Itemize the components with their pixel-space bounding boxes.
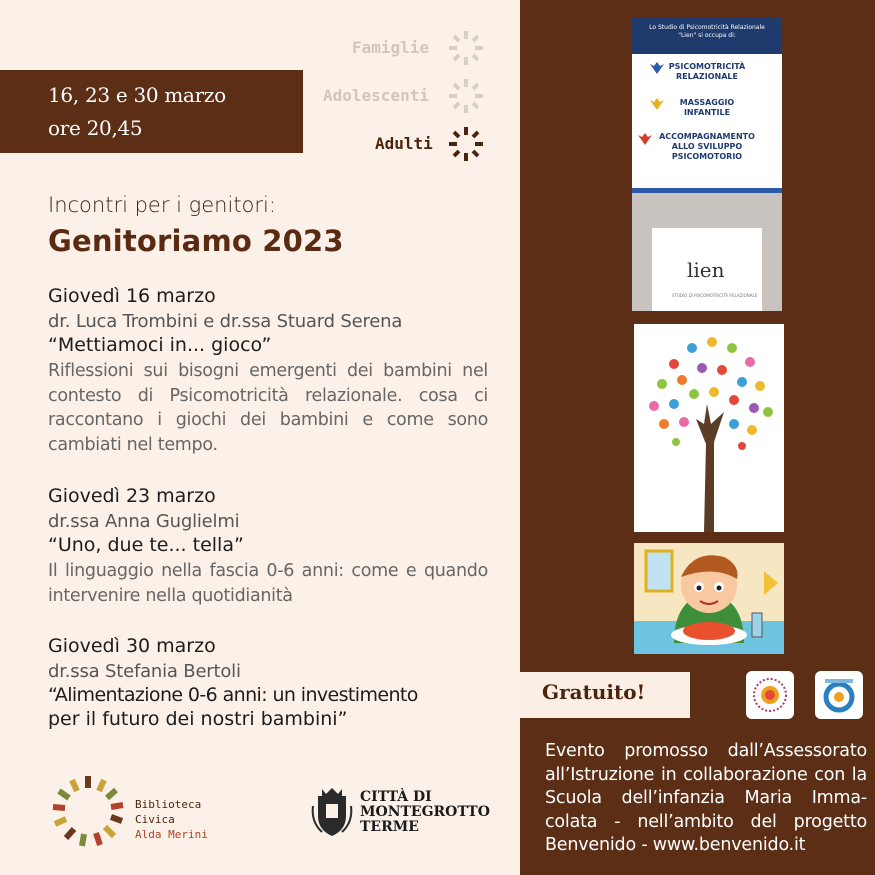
lien-flyer-image	[632, 18, 782, 311]
tree-illustration-icon	[634, 324, 784, 532]
sun-ring-icon	[446, 124, 486, 164]
letter-tree-image	[634, 324, 784, 532]
event-dates: 16, 23 e 30 marzo	[48, 83, 226, 107]
benvenido-icon	[815, 671, 863, 719]
lien-logo-subtitle: STUDIO DI PSICOMOTRICITÀ RELAZIONALE	[672, 293, 758, 298]
page-title: Genitoriamo 2023	[48, 224, 344, 258]
event-talk-title: per il futuro dei nostri bambini”	[48, 708, 348, 730]
subtitle: Incontri per i genitori:	[48, 193, 276, 217]
audience-families: Famiglie	[352, 38, 430, 57]
school-logo	[746, 671, 794, 719]
event-date: Giovedì 30 marzo	[48, 635, 216, 657]
audience-teens: Adolescenti	[323, 86, 429, 105]
audience-adults: Adulti	[375, 134, 433, 153]
child-eating-image	[634, 543, 784, 654]
promo-text: Evento promosso dall’Assessorato all’Istruzione in collaborazione con la Scuola dell’infanzia Maria Imma-colata - nell’ambito del progetto Benvenido - www.benvenido.it	[545, 741, 867, 855]
flyer-intro: Lo Studio di Psicomotricità Relazionale "Lien" si occupa di:	[649, 24, 765, 39]
library-name: Biblioteca Civica Alda Merini	[135, 798, 208, 841]
event-speaker: dr. Luca Trombini e dr.ssa Stuard Serena	[48, 311, 403, 332]
flyer-service: MASSAGGIO INFANTILE	[679, 98, 735, 117]
sun-ring-icon	[446, 28, 486, 68]
city-crest-icon	[310, 786, 354, 838]
event-date: Giovedì 16 marzo	[48, 285, 216, 307]
sun-ring-icon	[446, 76, 486, 116]
flyer-service: PSICOMOTRICITÀ RELAZIONALE	[668, 62, 746, 81]
free-label-box	[520, 672, 690, 718]
event-time: ore 20,45	[48, 116, 143, 140]
child-illustration-icon	[634, 543, 784, 654]
free-label: Gratuito!	[542, 680, 646, 704]
library-logo-icon	[48, 772, 128, 852]
event-description: Il linguaggio nella fascia 0-6 anni: come e quando intervenire nella quotidianità	[48, 561, 488, 606]
flyer-service: ACCOMPAGNAMENTO ALLO SVILUPPO PSICOMOTORIO	[659, 132, 755, 161]
benvenido-logo	[815, 671, 863, 719]
event-talk-title: “Mettiamoci in... gioco”	[48, 334, 272, 356]
event-speaker: dr.ssa Anna Guglielmi	[48, 511, 240, 532]
school-sun-icon	[746, 671, 794, 719]
date-banner	[0, 70, 303, 153]
city-name: CITTÀ DI MONTEGROTTO TERME	[360, 789, 490, 835]
event-date: Giovedì 23 marzo	[48, 485, 216, 507]
event-speaker: dr.ssa Stefania Bertoli	[48, 661, 241, 682]
event-talk-title: “Uno, due te... tella”	[48, 534, 244, 556]
event-talk-title: “Alimentazione 0-6 anni: un investimento	[48, 684, 418, 706]
event-description: Riflessioni sui bisogni emergenti dei bambini nel contesto di Psicomotricità relazionale. cosa ci raccontano i giochi dei bambini e come sono cambiati nel tempo.	[48, 361, 488, 455]
lien-logo: lien	[687, 258, 725, 282]
